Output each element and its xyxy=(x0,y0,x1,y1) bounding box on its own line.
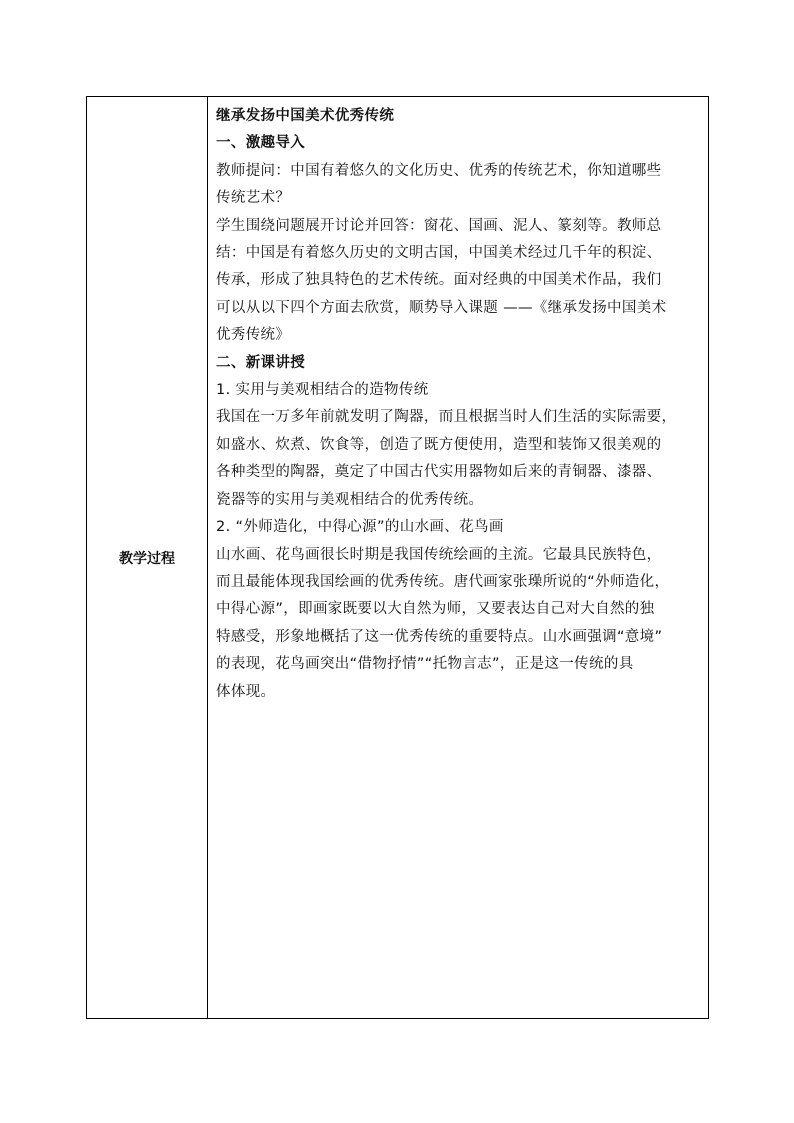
text-line: 而且最能体现我国绘画的优秀传统。唐代画家张璪所说的“外师造化， xyxy=(216,573,670,590)
section-title: 继承发扬中国美术优秀传统 xyxy=(216,108,395,124)
text-line: 可以从以下四个方面去欣赏，顺势导入课题 ——《继承发扬中国美术 xyxy=(216,299,667,316)
subheading-2: 2. “外师造化，中得心源”的山水画、花鸟画 xyxy=(216,519,504,536)
left-cell xyxy=(87,97,208,1018)
text-line: 我国在一万多年前就发明了陶器，而且根据当时人们生活的实际需要， xyxy=(216,409,677,426)
heading-intro: 一、激趣导入 xyxy=(216,135,306,152)
content-cell xyxy=(208,97,708,1018)
text-line: 传统艺术？ xyxy=(216,190,291,207)
text-line: 学生围绕问题展开讨论并回答：窗花、国画、泥人、篆刻等。教师总 xyxy=(216,217,662,234)
text-line: 如盛水、炊煮、饮食等，创造了既方便使用，造型和装饰又很美观的 xyxy=(216,436,662,453)
text-line: 的表现，花鸟画突出“借物抒情”“托物言志”，正是这一传统的具 xyxy=(216,656,634,673)
text-line: 中得心源”，即画家既要以大自然为师，又要表达自己对大自然的独 xyxy=(216,601,655,618)
text-line: 传承，形成了独具特色的艺术传统。面对经典的中国美术作品，我们 xyxy=(216,272,662,289)
lesson-table xyxy=(86,96,709,1019)
text-line: 优秀传统》 xyxy=(216,327,291,344)
text-line: 体体现。 xyxy=(216,683,276,700)
text-line: 特感受，形象地概括了这一优秀传统的重要特点。山水画强调“意境” xyxy=(216,628,663,645)
text-line: 瓷器等的实用与美观相结合的优秀传统。 xyxy=(216,491,484,508)
teaching-process-label: 教学过程 xyxy=(119,550,175,567)
heading-new-lesson: 二、新课讲授 xyxy=(216,354,306,371)
text-line: 结：中国是有着悠久历史的文明古国，中国美术经过几千年的积淀、 xyxy=(216,245,662,262)
text-line: 山水画、花鸟画很长时期是我国传统绘画的主流。它最具民族特色， xyxy=(216,546,662,563)
text-line: 教师提问：中国有着悠久的文化历史、优秀的传统艺术，你知道哪些 xyxy=(216,162,662,179)
subheading-1: 1. 实用与美观相结合的造物传统 xyxy=(216,382,429,399)
text-line: 各种类型的陶器，奠定了中国古代实用器物如后来的青铜器、漆器、 xyxy=(216,464,662,481)
